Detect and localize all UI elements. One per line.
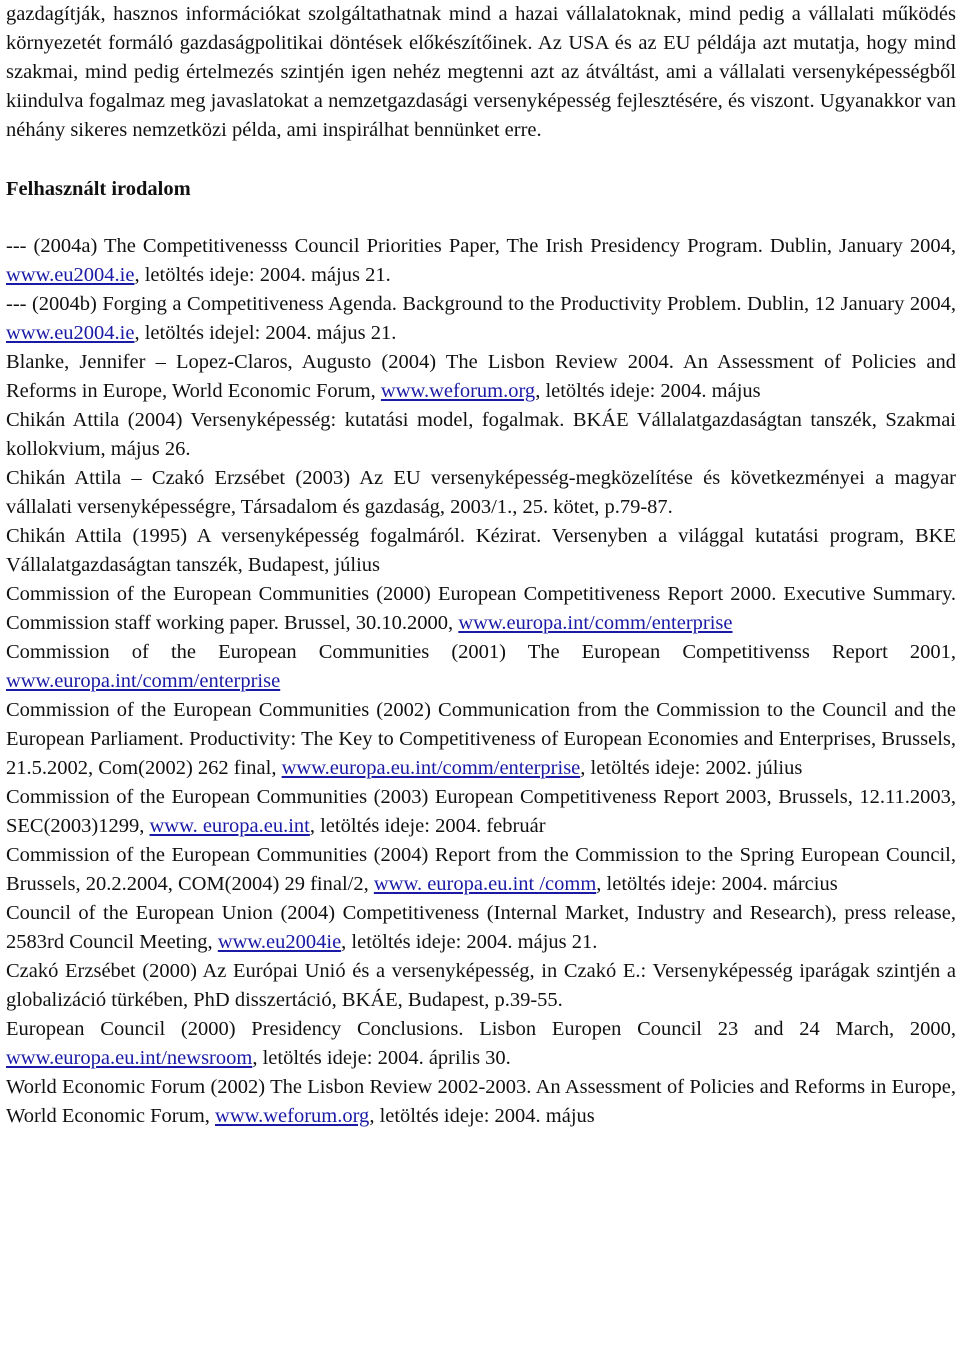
reference-text: Czakó Erzsébet (2000) Az Európai Unió és a versenyképesség, in Czakó E.: Versenyképesség iparágak szintjén a globalizáció türkében, PhD disszertáció, BKÁE, Budapest, p.39-55. xyxy=(6,960,956,1011)
reference-link[interactable]: www.europa.int/comm/enterprise xyxy=(6,670,281,692)
reference-suffix: , letöltés ideje: 2004. május xyxy=(535,380,761,402)
references-list xyxy=(6,232,956,1131)
reference-link[interactable]: www.eu2004.ie xyxy=(6,264,135,286)
reference-text: Commission of the European Communities (2000) European Competitiveness Report 2000. Executive Summary. Commission staff working paper. Brussel, 30.10.2000, xyxy=(6,583,956,634)
reference-item xyxy=(6,580,956,638)
reference-link[interactable]: www.eu2004ie xyxy=(217,931,342,953)
reference-link[interactable]: www.weforum.org xyxy=(380,380,536,402)
reference-text: Commission of the European Communities (2001) The European Competitivenss Report 2001, xyxy=(6,641,956,663)
reference-text: Chikán Attila (1995) A versenyképesség fogalmáról. Kézirat. Versenyben a világgal kutatási program, BKE Vállalatgazdaságtan tanszék, Budapest, július xyxy=(6,525,956,576)
reference-text: Commission of the European Communities (2003) European Competitiveness Report 2003, Brussels, 12.11.2003, SEC(2003)1299, xyxy=(6,786,956,837)
reference-text: --- (2004b) Forging a Competitiveness Agenda. Background to the Productivity Problem. Dublin, 12 January 2004, xyxy=(6,293,956,315)
reference-text: Chikán Attila (2004) Versenyképesség: kutatási model, fogalmak. BKÁE Vállalatgazdaságtan tanszék, Szakmai kollokvium, május 26. xyxy=(6,409,956,460)
references-heading: Felhasznált irodalom xyxy=(6,178,191,200)
reference-item xyxy=(6,1015,956,1073)
reference-text: --- (2004a) The Competitivenesss Council Priorities Paper, The Irish Presidency Program. Dublin, January 2004, xyxy=(6,235,956,257)
reference-text: European Council (2000) Presidency Conclusions. Lisbon Europen Council 23 and 24 March, 2000, xyxy=(6,1018,956,1040)
reference-suffix: , letöltés idejel: 2004. május 21. xyxy=(134,322,397,344)
reference-link[interactable]: www.europa.eu.int/comm/enterprise xyxy=(281,757,581,779)
reference-link[interactable]: www.europa.int/comm/enterprise xyxy=(458,612,733,634)
reference-suffix: , letöltés ideje: 2004. február xyxy=(309,815,546,837)
reference-text: Commission of the European Communities (2004) Report from the Commission to the Spring European Council, Brussels, 20.2.2004, COM(2004) 29 final/2, xyxy=(6,844,956,895)
reference-item xyxy=(6,841,956,899)
document-page xyxy=(6,0,956,1131)
reference-item xyxy=(6,522,956,580)
reference-item xyxy=(6,1073,956,1131)
reference-suffix: , letöltés ideje: 2004. március xyxy=(596,873,838,895)
reference-link[interactable]: www. europa.eu.int xyxy=(149,815,310,837)
reference-item xyxy=(6,638,956,696)
reference-text: Council of the European Union (2004) Competitiveness (Internal Market, Industry and Research), press release, 2583rd Council Meeting, xyxy=(6,902,956,953)
reference-item xyxy=(6,696,956,783)
reference-item xyxy=(6,232,956,290)
reference-item xyxy=(6,464,956,522)
reference-suffix: , letöltés ideje: 2004. május 21. xyxy=(134,264,391,286)
reference-suffix: , letöltés ideje: 2004. május xyxy=(369,1105,595,1127)
reference-suffix: , letöltés ideje: 2002. július xyxy=(580,757,803,779)
reference-link[interactable]: www.europa.eu.int/newsroom xyxy=(6,1047,253,1069)
intro-paragraph: gazdagítják, hasznos információkat szolgáltathatnak mind a hazai vállalatoknak, mind pedig a vállalati működés környezetét formáló gazdaságpolitikai döntések előkészítőinek. Az USA és az EU példája azt mutatja, hogy mind szakmai, mind pedig értelmezés szintjén igen nehéz megtenni azt az átváltást, ami a vállalati versenyképességből kiindulva fogalmaz meg javaslatokat a nemzetgazdasági versenyképesség fejlesztésére, és viszont. Ugyanakkor van néhány sikeres nemzetközi példa, ami inspirálhat bennünket erre. xyxy=(6,3,956,141)
reference-text: Blanke, Jennifer – Lopez-Claros, Augusto (2004) The Lisbon Review 2004. An Assessment of Policies and Reforms in Europe, World Economic Forum, xyxy=(6,351,956,402)
reference-item xyxy=(6,899,956,957)
reference-suffix: , letöltés ideje: 2004. május 21. xyxy=(341,931,598,953)
reference-link[interactable]: www. europa.eu.int /comm xyxy=(373,873,597,895)
reference-item xyxy=(6,957,956,1015)
reference-item xyxy=(6,783,956,841)
reference-item xyxy=(6,406,956,464)
reference-item xyxy=(6,348,956,406)
reference-text: World Economic Forum (2002) The Lisbon Review 2002-2003. An Assessment of Policies and Reforms in Europe, World Economic Forum, xyxy=(6,1076,956,1127)
reference-suffix: , letöltés ideje: 2004. április 30. xyxy=(252,1047,511,1069)
reference-item xyxy=(6,290,956,348)
reference-text: Commission of the European Communities (2002) Communication from the Commission to the Council and the European Parliament. Productivity: The Key to Competitiveness of European Economies and Enterprises, Brussels, 21.5.2002, Com(2002) 262 final, xyxy=(6,699,956,779)
reference-link[interactable]: www.weforum.org xyxy=(215,1105,370,1127)
reference-text: Chikán Attila – Czakó Erzsébet (2003) Az EU versenyképesség-megközelítése és következményei a magyar vállalati versenyképességre, Társadalom és gazdaság, 2003/1., 25. kötet, p.79-87. xyxy=(6,467,956,518)
reference-link[interactable]: www.eu2004.ie xyxy=(6,322,135,344)
